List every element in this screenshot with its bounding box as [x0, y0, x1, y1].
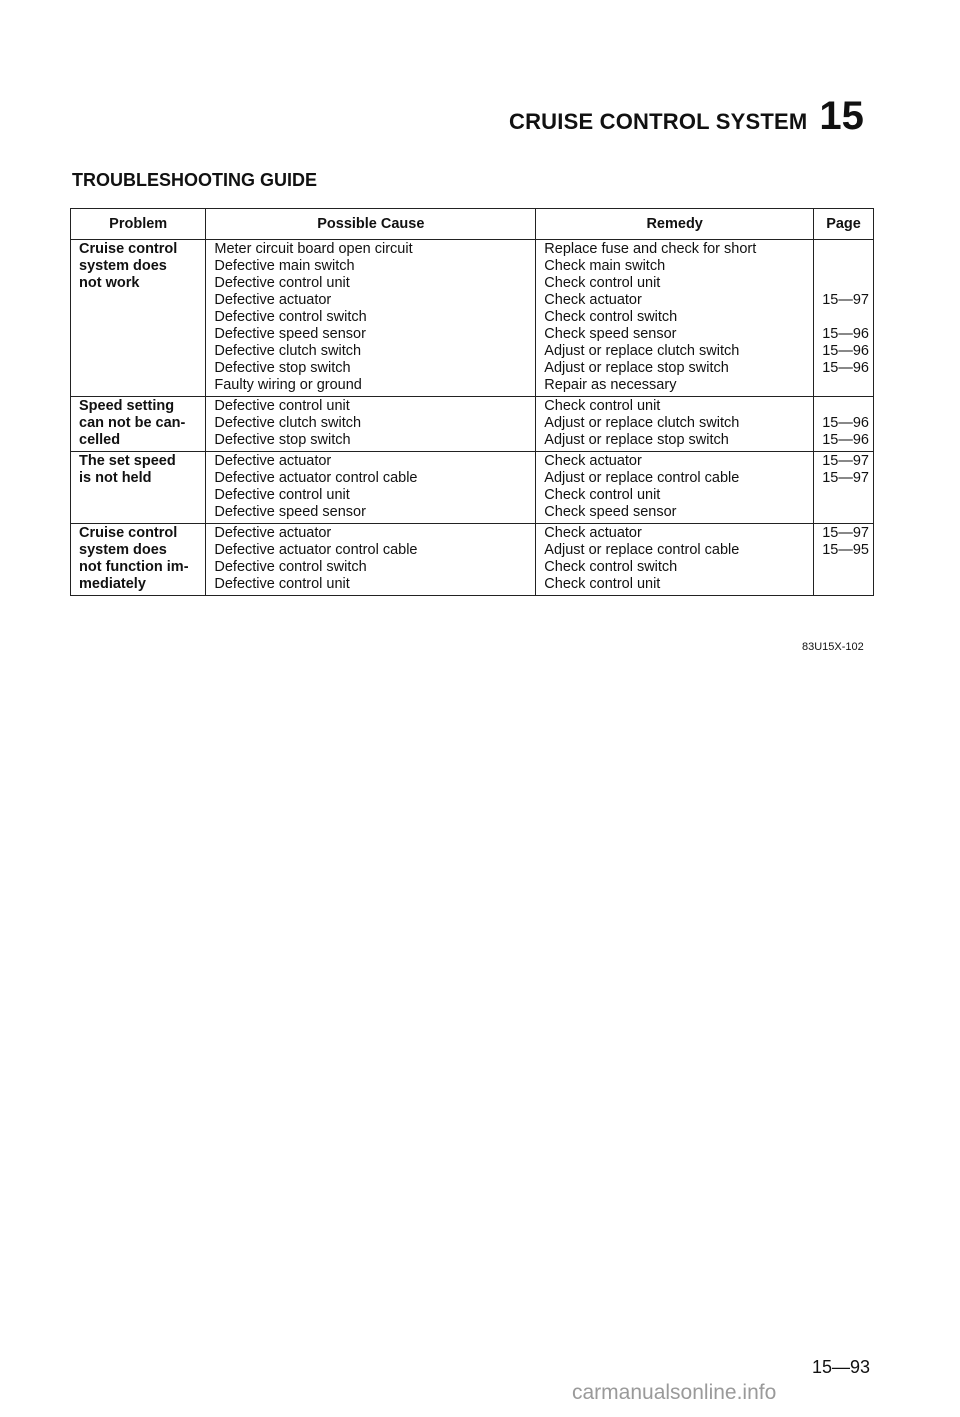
remedy-cell — [536, 240, 814, 397]
page-ref-text — [822, 576, 869, 593]
cause-text: Defective actuator — [214, 453, 332, 469]
page-ref-text — [822, 504, 869, 521]
remedy-text: Check main switch — [544, 258, 666, 274]
cause-text: Defective control unit — [214, 487, 350, 503]
column-header-problem: Problem — [71, 209, 206, 240]
cause-text: Defective speed sensor — [214, 504, 366, 520]
cause-text: Meter circuit board open circuit — [214, 241, 413, 257]
remedy-text: Check control unit — [544, 487, 661, 503]
cause-text: Defective clutch switch — [214, 415, 362, 431]
cause-text: Defective stop switch — [214, 360, 351, 376]
remedy-text: Check control unit — [544, 275, 661, 291]
remedy-text: Adjust or replace stop switch — [544, 360, 729, 376]
page-ref-text — [822, 275, 869, 292]
cause-text: Defective main switch — [214, 258, 355, 274]
remedy-text: Adjust or replace control cable — [544, 470, 740, 486]
cause-text: Defective control unit — [214, 275, 350, 291]
page-ref-text: 15—96 — [822, 415, 869, 431]
table-row — [71, 452, 874, 524]
page-ref-text — [822, 258, 869, 275]
remedy-text: Check actuator — [544, 525, 642, 541]
cause-text: Faulty wiring or ground — [214, 377, 362, 393]
problem-text: The set speed — [79, 453, 176, 469]
page-ref-text: 15—97 — [822, 292, 869, 308]
problem-text: mediately — [79, 576, 146, 592]
page-ref-text: 15—97 — [822, 453, 869, 469]
page-ref-text: 15—96 — [822, 360, 869, 376]
problem-cell — [71, 524, 206, 596]
remedy-text: Replace fuse and check for short — [544, 241, 757, 257]
watermark-text: carmanualsonline.info — [572, 1381, 777, 1404]
chapter-title: CRUISE CONTROL SYSTEM — [509, 109, 808, 134]
remedy-cell — [536, 452, 814, 524]
cause-cell — [206, 240, 536, 397]
problem-text: celled — [79, 432, 121, 448]
cause-text: Defective speed sensor — [214, 326, 366, 342]
cause-text: Defective actuator control cable — [214, 542, 418, 558]
troubleshooting-table — [70, 208, 874, 596]
cause-text: Defective clutch switch — [214, 343, 362, 359]
page-ref-text — [822, 309, 869, 326]
remedy-text: Check control unit — [544, 398, 661, 414]
page-number: 15—93 — [812, 1357, 871, 1377]
problem-text: system does — [79, 258, 167, 274]
table-row — [71, 524, 874, 596]
remedy-text: Check speed sensor — [544, 326, 677, 342]
section-title: TROUBLESHOOTING GUIDE — [72, 170, 318, 190]
remedy-text: Check actuator — [544, 292, 642, 308]
page-ref-text: 15—97 — [822, 470, 869, 486]
cause-text: Defective actuator control cable — [214, 470, 418, 486]
problem-cell — [71, 452, 206, 524]
problem-text: Cruise control — [79, 241, 178, 257]
page-ref-text — [822, 398, 869, 415]
cause-text: Defective control switch — [214, 559, 367, 575]
remedy-text: Adjust or replace clutch switch — [544, 415, 740, 431]
page-ref-text — [822, 241, 869, 258]
page-ref-cell — [814, 524, 874, 596]
table-row — [71, 397, 874, 452]
problem-text: Speed setting — [79, 398, 175, 414]
column-header-cause: Possible Cause — [206, 209, 536, 240]
cause-text: Defective actuator — [214, 525, 332, 541]
cause-cell — [206, 452, 536, 524]
page-ref-text: 15—95 — [822, 542, 869, 558]
page-ref-cell — [814, 240, 874, 397]
cause-text: Defective control switch — [214, 309, 367, 325]
page-ref-text: 15—97 — [822, 525, 869, 541]
cause-text: Defective stop switch — [214, 432, 351, 448]
problem-text: not function im- — [79, 559, 189, 575]
remedy-text: Check speed sensor — [544, 504, 677, 520]
problem-text: not work — [79, 275, 140, 291]
remedy-cell — [536, 397, 814, 452]
remedy-text: Check actuator — [544, 453, 642, 469]
cause-cell — [206, 524, 536, 596]
page-ref-text — [822, 377, 869, 394]
remedy-text: Repair as necessary — [544, 377, 677, 393]
remedy-text: Adjust or replace clutch switch — [544, 343, 740, 359]
cause-text: Defective actuator — [214, 292, 332, 308]
page-ref-text: 15—96 — [822, 432, 869, 448]
problem-cell — [71, 240, 206, 397]
remedy-text: Check control switch — [544, 559, 678, 575]
page-header — [509, 96, 864, 136]
problem-text: Cruise control — [79, 525, 178, 541]
problem-text: system does — [79, 542, 167, 558]
column-header-page: Page — [814, 209, 874, 240]
problem-text: is not held — [79, 470, 152, 486]
page-ref-text: 15—96 — [822, 326, 869, 342]
figure-code: 83U15X-102 — [802, 641, 864, 653]
table-row — [71, 240, 874, 397]
column-header-remedy: Remedy — [536, 209, 814, 240]
cause-text: Defective control unit — [214, 576, 350, 592]
page-ref-text: 15—96 — [822, 343, 869, 359]
page-ref-text — [822, 559, 869, 576]
problem-cell — [71, 397, 206, 452]
page-ref-cell — [814, 397, 874, 452]
problem-text: can not be can- — [79, 415, 186, 431]
page-ref-cell — [814, 452, 874, 524]
chapter-number: 15 — [819, 94, 864, 138]
cause-text: Defective control unit — [214, 398, 350, 414]
remedy-cell — [536, 524, 814, 596]
remedy-text: Check control switch — [544, 309, 678, 325]
remedy-text: Adjust or replace stop switch — [544, 432, 729, 448]
page-ref-text — [822, 487, 869, 504]
cause-cell — [206, 397, 536, 452]
remedy-text: Adjust or replace control cable — [544, 542, 740, 558]
remedy-text: Check control unit — [544, 576, 661, 592]
table-header-row — [71, 209, 874, 240]
